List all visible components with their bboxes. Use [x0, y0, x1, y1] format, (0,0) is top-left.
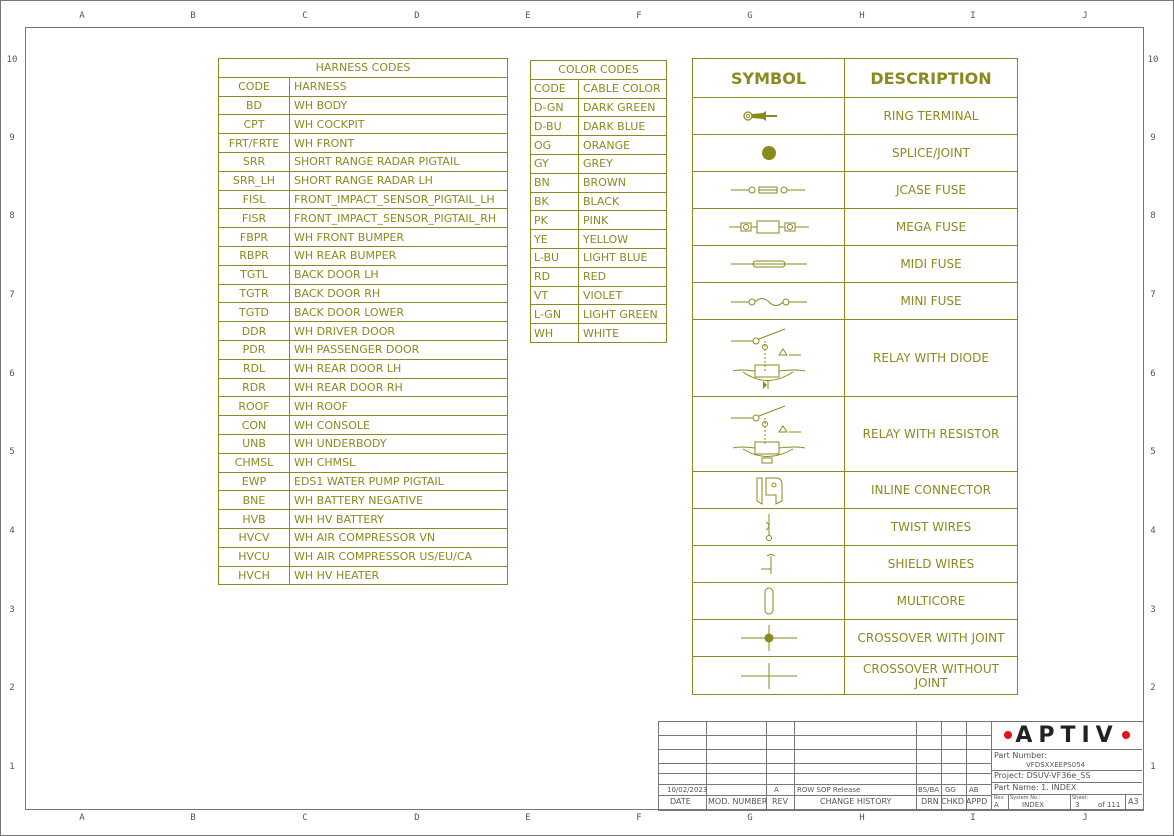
grid-column-label: I — [970, 813, 976, 823]
grid-column-label: B — [190, 11, 196, 21]
mega-fuse-label: MEGA FUSE — [845, 209, 1018, 246]
harness-row — [219, 115, 508, 134]
grid-row-label: 2 — [1150, 683, 1156, 693]
harness-code: EWP — [219, 472, 290, 491]
harness-code: HVCV — [219, 528, 290, 547]
title-block-rule — [1008, 794, 1009, 809]
splice-joint-icon — [693, 135, 845, 172]
title-block-rule — [1125, 794, 1126, 809]
color-code: L-BU — [531, 248, 579, 267]
title-block-rule — [659, 795, 992, 796]
harness-row — [219, 209, 508, 228]
color-row — [531, 286, 667, 305]
color-code: OG — [531, 136, 579, 155]
harness-code: CPT — [219, 115, 290, 134]
color-name: YELLOW — [579, 230, 667, 249]
crossover-no-joint-icon — [693, 657, 845, 695]
color-row — [531, 117, 667, 136]
harness-code: SRR — [219, 152, 290, 171]
grid-column-label: J — [1082, 813, 1088, 823]
grid-column-label: E — [525, 813, 531, 823]
color-name: BLACK — [579, 192, 667, 211]
part-name-label: Part Name: 1. INDEX — [994, 783, 1077, 792]
harness-code: RBPR — [219, 246, 290, 265]
harness-code: HVCU — [219, 547, 290, 566]
harness-code: TGTD — [219, 303, 290, 322]
splice-joint-label: SPLICE/JOINT — [845, 135, 1018, 172]
revision-checked-by: GG — [945, 786, 956, 794]
color-name: LIGHT BLUE — [579, 248, 667, 267]
title-block-rule — [941, 722, 942, 809]
harness-row — [219, 359, 508, 378]
color-code: YE — [531, 230, 579, 249]
multicore-label: MULTICORE — [845, 583, 1018, 620]
title-block-rule — [659, 773, 992, 774]
crossover-joint-label: CROSSOVER WITH JOINT — [845, 620, 1018, 657]
system-number-label: System No.: — [1010, 795, 1041, 801]
revision-date: 10/02/2023 — [667, 786, 708, 794]
color-row — [531, 173, 667, 192]
logo-dot-right — [1122, 731, 1130, 739]
grid-column-label: A — [79, 813, 85, 823]
grid-row-label: 7 — [1150, 290, 1156, 300]
harness-code: FISR — [219, 209, 290, 228]
grid-row-label: 4 — [9, 526, 15, 536]
harness-name: WH UNDERBODY — [290, 434, 508, 453]
sheet-total: of 111 — [1098, 801, 1121, 809]
grid-column-label: C — [302, 11, 308, 21]
color-row — [531, 98, 667, 117]
harness-name: WH HV BATTERY — [290, 510, 508, 529]
harness-row — [219, 96, 508, 115]
color-name: DARK BLUE — [579, 117, 667, 136]
revision-letter: A — [774, 786, 779, 794]
grid-row-label: 8 — [1150, 211, 1156, 221]
color-name: DARK GREEN — [579, 98, 667, 117]
harness-row — [219, 397, 508, 416]
rev-label: Rev: — [994, 795, 1005, 801]
harness-row — [219, 434, 508, 453]
crossover-joint-icon — [693, 620, 845, 657]
title-block-rule — [966, 722, 967, 809]
multicore-icon — [693, 583, 845, 620]
color-code: PK — [531, 211, 579, 230]
color-code: BK — [531, 192, 579, 211]
color-code: GY — [531, 154, 579, 173]
jcase-fuse-icon — [693, 172, 845, 209]
grid-row-label: 5 — [1150, 447, 1156, 457]
harness-code: ROOF — [219, 397, 290, 416]
grid-row-label: 1 — [9, 762, 15, 772]
harness-code: TGTR — [219, 284, 290, 303]
harness-code: FRT/FRTE — [219, 134, 290, 153]
grid-column-label: I — [970, 11, 976, 21]
harness-row — [219, 322, 508, 341]
grid-row-label: 6 — [9, 369, 15, 379]
harness-name: WH HV HEATER — [290, 566, 508, 585]
harness-name: WH REAR BUMPER — [290, 246, 508, 265]
color-row — [531, 305, 667, 324]
revision-change: ROW SOP Release — [797, 786, 861, 794]
mini-fuse-icon — [693, 283, 845, 320]
grid-row-label: 3 — [9, 605, 15, 615]
harness-header-harness: HARNESS — [290, 77, 508, 96]
grid-row-label: 9 — [1150, 133, 1156, 143]
harness-name: WH REAR DOOR RH — [290, 378, 508, 397]
harness-name: BACK DOOR LH — [290, 265, 508, 284]
grid-column-label: F — [636, 813, 642, 823]
system-number-value: INDEX — [1022, 801, 1044, 809]
harness-name: FRONT_IMPACT_SENSOR_PIGTAIL_RH — [290, 209, 508, 228]
color-name: ORANGE — [579, 136, 667, 155]
harness-code: FISL — [219, 190, 290, 209]
harness-codes-title: HARNESS CODES — [219, 59, 508, 78]
harness-code: HVCH — [219, 566, 290, 585]
harness-name: WH COCKPIT — [290, 115, 508, 134]
grid-column-label: D — [414, 11, 420, 21]
aptiv-logo — [994, 722, 1140, 748]
color-row — [531, 324, 667, 343]
color-header-code: CODE — [531, 79, 579, 98]
harness-name: BACK DOOR LOWER — [290, 303, 508, 322]
harness-row — [219, 528, 508, 547]
harness-row — [219, 134, 508, 153]
grid-row-label: 2 — [9, 683, 15, 693]
sheet-value: 3 — [1075, 801, 1080, 809]
mega-fuse-icon — [693, 209, 845, 246]
harness-row — [219, 378, 508, 397]
grid-row-label: 7 — [9, 290, 15, 300]
grid-column-label: E — [525, 11, 531, 21]
revision-approved-by: AB — [969, 786, 979, 794]
harness-code: CHMSL — [219, 453, 290, 472]
title-block-rule — [916, 722, 917, 809]
ring-terminal-icon — [693, 98, 845, 135]
color-name: GREY — [579, 154, 667, 173]
revision-drawn-by: BS/BA — [918, 786, 940, 794]
grid-row-label: 8 — [9, 211, 15, 221]
logo-dot-left — [1004, 731, 1012, 739]
grid-row-label: 9 — [9, 133, 15, 143]
color-name: VIOLET — [579, 286, 667, 305]
grid-column-label: H — [859, 813, 865, 823]
color-code: RD — [531, 267, 579, 286]
harness-row — [219, 246, 508, 265]
inline-connector-label: INLINE CONNECTOR — [845, 472, 1018, 509]
harness-code: BD — [219, 96, 290, 115]
harness-name: BACK DOOR RH — [290, 284, 508, 303]
twist-wires-label: TWIST WIRES — [845, 509, 1018, 546]
title-block-rule — [794, 722, 795, 809]
harness-name: EDS1 WATER PUMP PIGTAIL — [290, 472, 508, 491]
harness-row — [219, 453, 508, 472]
color-code: D-BU — [531, 117, 579, 136]
grid-column-label: J — [1082, 11, 1088, 21]
grid-column-label: C — [302, 813, 308, 823]
color-row — [531, 154, 667, 173]
color-codes-title: COLOR CODES — [531, 61, 667, 80]
harness-name: WH ROOF — [290, 397, 508, 416]
harness-row — [219, 416, 508, 435]
grid-column-label: A — [79, 11, 85, 21]
color-name: PINK — [579, 211, 667, 230]
harness-row — [219, 303, 508, 322]
midi-fuse-icon — [693, 246, 845, 283]
paper-size: A3 — [1128, 797, 1139, 806]
part-number-value: VFDSXXEEPS054 — [1026, 761, 1086, 769]
title-block-rule — [659, 763, 992, 764]
harness-name: WH BATTERY NEGATIVE — [290, 491, 508, 510]
change-history-header: CHANGE HISTORY — [820, 797, 892, 806]
relay-resistor-icon — [693, 397, 845, 472]
mod-number-header: MOD. NUMBER — [708, 797, 768, 806]
harness-name: WH REAR DOOR LH — [290, 359, 508, 378]
color-code: D-GN — [531, 98, 579, 117]
harness-row — [219, 171, 508, 190]
harness-code: DDR — [219, 322, 290, 341]
title-block-rule — [659, 784, 992, 785]
color-row — [531, 267, 667, 286]
color-row — [531, 211, 667, 230]
harness-name: SHORT RANGE RADAR LH — [290, 171, 508, 190]
mini-fuse-label: MINI FUSE — [845, 283, 1018, 320]
harness-name: WH CHMSL — [290, 453, 508, 472]
harness-code: BNE — [219, 491, 290, 510]
harness-row — [219, 547, 508, 566]
twist-wires-icon — [693, 509, 845, 546]
harness-row — [219, 472, 508, 491]
symbol-legend-table — [692, 58, 1018, 695]
harness-row — [219, 340, 508, 359]
color-name: WHITE — [579, 324, 667, 343]
color-row — [531, 136, 667, 155]
harness-code: PDR — [219, 340, 290, 359]
title-block-rule — [706, 722, 707, 809]
harness-name: WH AIR COMPRESSOR US/EU/CA — [290, 547, 508, 566]
grid-row-label: 1 — [1150, 762, 1156, 772]
harness-row — [219, 284, 508, 303]
title-block-rule — [1070, 794, 1071, 809]
harness-name: WH DRIVER DOOR — [290, 322, 508, 341]
midi-fuse-label: MIDI FUSE — [845, 246, 1018, 283]
color-row — [531, 230, 667, 249]
color-codes-table — [530, 60, 667, 343]
grid-row-label: 6 — [1150, 369, 1156, 379]
color-name: BROWN — [579, 173, 667, 192]
part-number-label: Part Number: — [994, 751, 1048, 760]
color-row — [531, 192, 667, 211]
sheet-label: Sheet: — [1072, 795, 1089, 801]
grid-row-label: 10 — [6, 55, 18, 65]
jcase-fuse-label: JCASE FUSE — [845, 172, 1018, 209]
harness-row — [219, 566, 508, 585]
rev-box-value: A — [994, 801, 999, 809]
inline-connector-icon — [693, 472, 845, 509]
color-code: L-GN — [531, 305, 579, 324]
harness-codes-table — [218, 58, 508, 585]
color-row — [531, 248, 667, 267]
color-code: VT — [531, 286, 579, 305]
ring-terminal-label: RING TERMINAL — [845, 98, 1018, 135]
harness-row — [219, 152, 508, 171]
date-header: DATE — [670, 797, 691, 806]
title-block-rule — [659, 735, 992, 736]
title-block-rule — [991, 749, 1142, 750]
harness-name: WH AIR COMPRESSOR VN — [290, 528, 508, 547]
grid-column-label: D — [414, 813, 420, 823]
harness-code: HVB — [219, 510, 290, 529]
grid-row-label: 10 — [1147, 55, 1159, 65]
harness-name: WH FRONT — [290, 134, 508, 153]
relay-diode-label: RELAY WITH DIODE — [845, 320, 1018, 397]
harness-row — [219, 190, 508, 209]
grid-column-label: F — [636, 11, 642, 21]
color-header-cable-color: CABLE COLOR — [579, 79, 667, 98]
harness-code: CON — [219, 416, 290, 435]
shield-wires-icon — [693, 546, 845, 583]
harness-code: FBPR — [219, 228, 290, 247]
logo-wordmark: APTIV — [1015, 722, 1119, 748]
grid-column-label: G — [747, 11, 753, 21]
drn-header: DRN — [921, 797, 939, 806]
title-block-rule — [766, 722, 767, 809]
color-code: BN — [531, 173, 579, 192]
project-label: Project: DSUV-VF36e_SS — [994, 771, 1091, 780]
grid-row-label: 5 — [9, 447, 15, 457]
harness-row — [219, 228, 508, 247]
harness-code: RDR — [219, 378, 290, 397]
harness-name: WH BODY — [290, 96, 508, 115]
harness-name: SHORT RANGE RADAR PIGTAIL — [290, 152, 508, 171]
harness-name: WH FRONT BUMPER — [290, 228, 508, 247]
harness-name: WH PASSENGER DOOR — [290, 340, 508, 359]
symbol-header: SYMBOL — [693, 59, 845, 98]
grid-column-label: B — [190, 813, 196, 823]
harness-name: WH CONSOLE — [290, 416, 508, 435]
chkd-header: CHKD — [941, 797, 965, 806]
harness-code: RDL — [219, 359, 290, 378]
color-name: LIGHT GREEN — [579, 305, 667, 324]
harness-code: UNB — [219, 434, 290, 453]
harness-name: FRONT_IMPACT_SENSOR_PIGTAIL_LH — [290, 190, 508, 209]
color-code: WH — [531, 324, 579, 343]
color-name: RED — [579, 267, 667, 286]
crossover-no-joint-label: CROSSOVER WITHOUT JOINT — [845, 657, 1018, 695]
grid-row-label: 3 — [1150, 605, 1156, 615]
harness-code: TGTL — [219, 265, 290, 284]
title-block-rule — [659, 749, 992, 750]
harness-row — [219, 265, 508, 284]
title-block-rule — [991, 722, 992, 809]
rev-header: REV — [772, 797, 789, 806]
harness-row — [219, 510, 508, 529]
relay-resistor-label: RELAY WITH RESISTOR — [845, 397, 1018, 472]
harness-header-code: CODE — [219, 77, 290, 96]
appd-header: APPD — [966, 797, 988, 806]
description-header: DESCRIPTION — [845, 59, 1018, 98]
harness-row — [219, 491, 508, 510]
shield-wires-label: SHIELD WIRES — [845, 546, 1018, 583]
grid-column-label: G — [747, 813, 753, 823]
harness-code: SRR_LH — [219, 171, 290, 190]
relay-diode-icon — [693, 320, 845, 397]
grid-row-label: 4 — [1150, 526, 1156, 536]
grid-column-label: H — [859, 11, 865, 21]
